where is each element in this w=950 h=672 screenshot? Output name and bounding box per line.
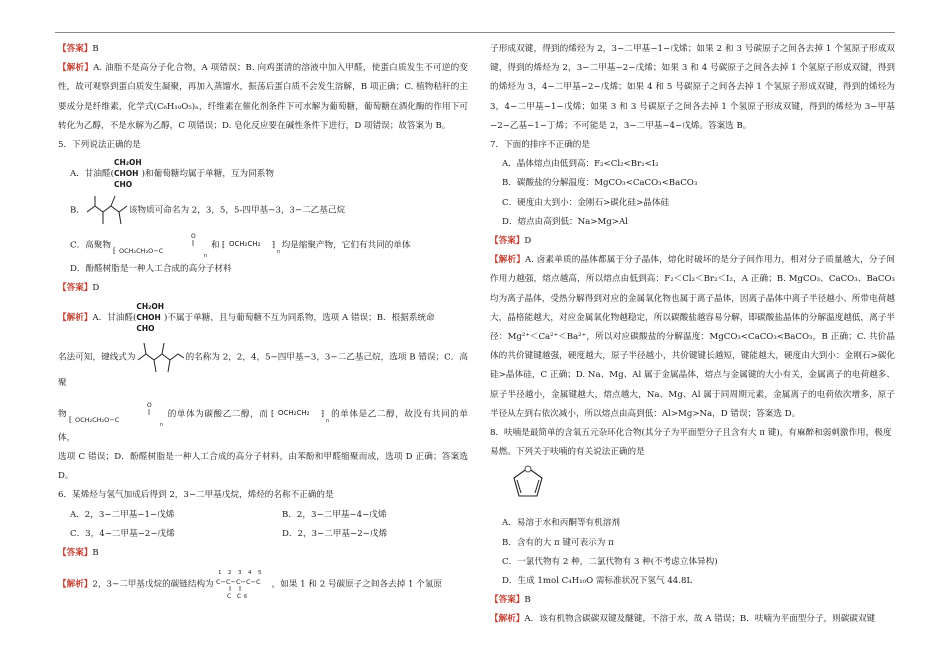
svg-text:n: n <box>276 249 280 256</box>
explanation-2b: 名法可知，键线式为 的名称为 2，2，4，5−四甲基−3，3−二乙基己烷，选项 B 错误；C．高聚 <box>58 340 468 393</box>
question-6: 6．某烯烃与氢气加成后得到 2，3−二甲基戊烷，烯烃的名称不正确的是 <box>58 490 334 501</box>
explanation-3: 【解析】2，3−二甲基戊烷的碳链结构为 1 2 3 4 5 C−C−C−C−C C C 6 ，如果 1 和 2 号碳原子之间各去掉 1 个氢原 <box>58 567 468 601</box>
explanation-2c: 物 ⁅ OCH₂CH₂O−C O n 的单体为碳酸乙二醇，而 ⁅ OCH₂CH₂ ⁆ n 的单体是乙二醇，故没有共同的单体， <box>58 399 468 448</box>
answer-line: 【答案】D <box>490 236 532 247</box>
answer-line: 【答案】B <box>58 548 99 559</box>
answer-line: 【答案】B <box>490 595 531 606</box>
svg-text:⁅: ⁅ <box>69 415 72 424</box>
svg-text:C−C−C−C−C: C−C−C−C−C <box>215 578 261 587</box>
carbon-chain-structure <box>214 567 272 601</box>
skeletal-structure-image <box>85 194 129 226</box>
explanation-3-cont: 子形成双键，得到的烯烃为 2，3−二甲基−1−戊烯；如果 2 和 3 号碳原子之间各去掉 1 个氢原子形成双键，得到的烯烃为 2，3−二甲基−2−戊烯；如果 3 和 4 号碳原子之间各去掉 1 个氢原子形成双键，得到的烯烃为 3，4−二甲基−2−戊烯；如果 4 和 5 号碳原子之间各去掉 1 个氢原子形成双键，得到的烯烃为 3，4−二甲基−1−戊烯；如果 3 和 3 号碳原子之间各去掉 1 个氢原子形成双键，得到的烯烃为 3−甲基−2−乙基−1−丁烯；不可能是 2，3−二甲基−4−戊烯。答案选 B。 <box>490 44 895 131</box>
furan-structure-image <box>490 462 895 514</box>
option-8c: C．一氯代物有 2 种，二氯代物有 3 种(不考虑立体异构) <box>502 556 718 567</box>
answer-tag: 【答案】 <box>490 595 525 606</box>
svg-text:OCH₂CH₂O−C: OCH₂CH₂O−C <box>75 415 120 424</box>
svg-text:⁅: ⁅ <box>270 408 274 418</box>
polymer-structure-1 <box>111 230 211 260</box>
svg-text:n: n <box>203 253 208 260</box>
left-column <box>58 40 468 601</box>
svg-text:O: O <box>147 401 152 409</box>
svg-text:OCH₂CH₂: OCH₂CH₂ <box>277 408 309 417</box>
explanation-2d: 选项 C 错误；D．酚醛树脂是一种人工合成的高分子材料，由苯酚和甲醛缩聚而成，选项 D 正确；答案选 D。 <box>58 452 468 482</box>
option-8d: D．生成 1mol C₄H₁₀O 需标准状况下氢气 44.8L <box>502 576 693 587</box>
polymer-structure-1 <box>67 399 167 429</box>
option-5c: C．高聚物 ⁅ OCH₂CH₂O−C O n 和 ⁅ OCH₂CH₂ ⁆ n 均是缩聚产物，它们有共同的单体 <box>58 230 468 260</box>
option-6d: D．2，3−二甲基−2−戊烯 <box>282 528 388 539</box>
option-6b: B．2，3−二甲基−4−戊烯 <box>282 509 387 520</box>
option-7b: B．碳酸盐的分解温度：MgCO₃<CaCO₃<BaCO₃ <box>502 178 698 189</box>
svg-text:4: 4 <box>247 570 252 577</box>
answer-tag: 【答案】 <box>58 283 93 294</box>
option-8b: B．含有的大 π 键可表示为 π <box>502 537 614 548</box>
svg-text:⁆: ⁆ <box>320 408 324 418</box>
explain-tag: 【解析】 <box>58 312 93 323</box>
options-6-row1 <box>58 506 468 525</box>
option-7d: D．熔点由高到低：Na>Mg>Al <box>502 216 628 227</box>
explain-tag: 【解析】 <box>58 63 94 74</box>
explain-tag: 【解析】 <box>490 255 525 266</box>
question-5: 5．下列说法正确的是 <box>58 140 141 151</box>
polymer1-text: OCH₂CH₂O−C <box>118 247 164 256</box>
svg-text:n: n <box>160 421 164 428</box>
svg-text:⁆: ⁆ <box>271 240 275 250</box>
polymer-structure-2 <box>269 402 331 426</box>
answer-tag: 【答案】 <box>490 236 525 247</box>
svg-text:C: C <box>236 593 241 601</box>
svg-text:n: n <box>325 417 329 424</box>
svg-text:3: 3 <box>237 570 242 577</box>
svg-text:6: 6 <box>243 594 247 601</box>
option-6a: A．2，3−二甲基−1−戊烯 <box>70 509 175 520</box>
svg-text:⁅: ⁅ <box>112 247 116 256</box>
svg-text:O: O <box>190 233 196 241</box>
explanation-4: 【解析】A. 卤素单质的晶体都属于分子晶体，熔化时破坏的是分子间作用力，相对分子质量越大，分子间作用力越强，熔点越高，所以熔点由低到高：F₂＜Cl₂＜Br₂＜I₂，A 正确；B. MgCO₃、CaCO₃、BaCO₃ 均为离子晶体，受热分解得到对应的金属氧化物也属于离子晶体，因离子晶体中离子半径越小、所带电荷越大，晶格能越大，对应金属氧化物越稳定，所以碳酸盐越容易分解，即碳酸盐晶体的分解温度越低，离子半径：Mg²⁺＜Ca²⁺＜Ba²⁺，所以对应碳酸盐的分解温度：MgCO₃<CaCO₃<BaCO₃，B 正确；C. 共价晶体的共价键键越强，硬度越大，原子半径越小，共价键键长越短，键能越大，硬度由大到小：金刚石>碳化硅>晶体硅，C 正确；D. Na、Mg、Al 属于金属晶体，熔点与金属键的大小有关，金属离子的电荷越多、原子半径越小，金属键越大，熔点越大，Na、Mg、Al 属于同周期元素，金属离子的电荷依次增多，原子半径从左到右依次减小，所以熔点由高到低：Al>Mg>Na，D 错误；答案选 D。 <box>490 255 895 419</box>
answer-tag: 【答案】 <box>58 548 93 559</box>
glyceraldehyde-structure: CH₂OH CHOH CHO <box>136 301 165 333</box>
options-6-row2 <box>58 525 468 544</box>
explanation-2a: 【解析】A．甘油醛( CH₂OH CHOH CHO )不属于单糖，且与葡萄糖不互为同系物，选项 A 错误；B．根据系统命 <box>58 301 435 333</box>
right-column <box>490 40 895 630</box>
svg-text:5: 5 <box>257 570 262 577</box>
header-rule <box>55 32 895 33</box>
option-8a: A．易溶于水和丙酮等有机溶剂 <box>502 518 620 529</box>
option-5b: B． 该物质可命名为 2，3，5，5-四甲基−3，3−二乙基己烷 <box>58 194 468 226</box>
svg-text:⁅: ⁅ <box>221 240 225 250</box>
svg-text:C: C <box>226 593 231 601</box>
polymer2-text: OCH₂CH₂ <box>228 240 260 249</box>
polymer-structure-2 <box>220 233 282 257</box>
option-5a: A．甘油醛( CH₂OH CHOH CHO )和葡萄糖均属于单糖，互为同系物 <box>70 158 274 190</box>
svg-text:2: 2 <box>227 570 232 577</box>
question-7: 7．下面的排序不正确的是 <box>490 140 590 151</box>
option-7c: C．硬度由大到小：金刚石>碳化硅>晶体硅 <box>502 197 670 208</box>
explain-tag: 【解析】 <box>58 579 93 590</box>
svg-text:1: 1 <box>217 570 222 577</box>
answer-tag: 【答案】 <box>58 44 93 54</box>
option-5d: D．酚醛树脂是一种人工合成的高分子材料 <box>70 264 232 275</box>
question-8: 8．呋喃是最简单的含氧五元杂环化合物(其分子为平面型分子且含有大 π 键)，有麻醉和弱刺激作用，极度易燃。下列关于呋喃的有关说法正确的是 <box>490 428 892 458</box>
answer-line: 【答案】D <box>58 283 100 294</box>
explain-tag: 【解析】 <box>490 614 525 625</box>
furan-ring <box>508 462 548 506</box>
skeletal-structure-image <box>136 340 186 374</box>
explanation: 【解析】A. 油脂不是高分子化合物，A 项错误；B. 向鸡蛋清的溶液中加入甲醛，使蛋白质发生不可逆的变性，故可观察到蛋白质发生凝聚，再加入蒸馏水，振荡后蛋白质不会发生溶解，B 项正确；C. 植物秸秆的主要成分是纤维素，化学式(C₆H₁₀O₅)ₙ，纤维素在催化剂条件下可水解为葡萄糖，葡萄糖在酒化酶的作用下可转化为乙醇，不是水解为乙醇，C 项错误；D. 皂化反应要在碱性条件下进行，D 项错误；故答案为 B。 <box>58 63 468 131</box>
explanation-5: 【解析】A．该有机物含碳碳双键及醚键，不溶于水，故 A 错误；B．呋喃为平面型分子，则碳碳双键 <box>490 614 876 625</box>
answer-line: 【答案】B <box>58 44 99 54</box>
option-6c: C．3，4−二甲基−2−戊烯 <box>70 528 175 539</box>
glyceraldehyde-structure: CH₂OH CHOH CHO <box>113 158 142 190</box>
option-7a: A．晶体熔点由低到高：F₂<Cl₂<Br₂<I₂ <box>502 159 659 170</box>
